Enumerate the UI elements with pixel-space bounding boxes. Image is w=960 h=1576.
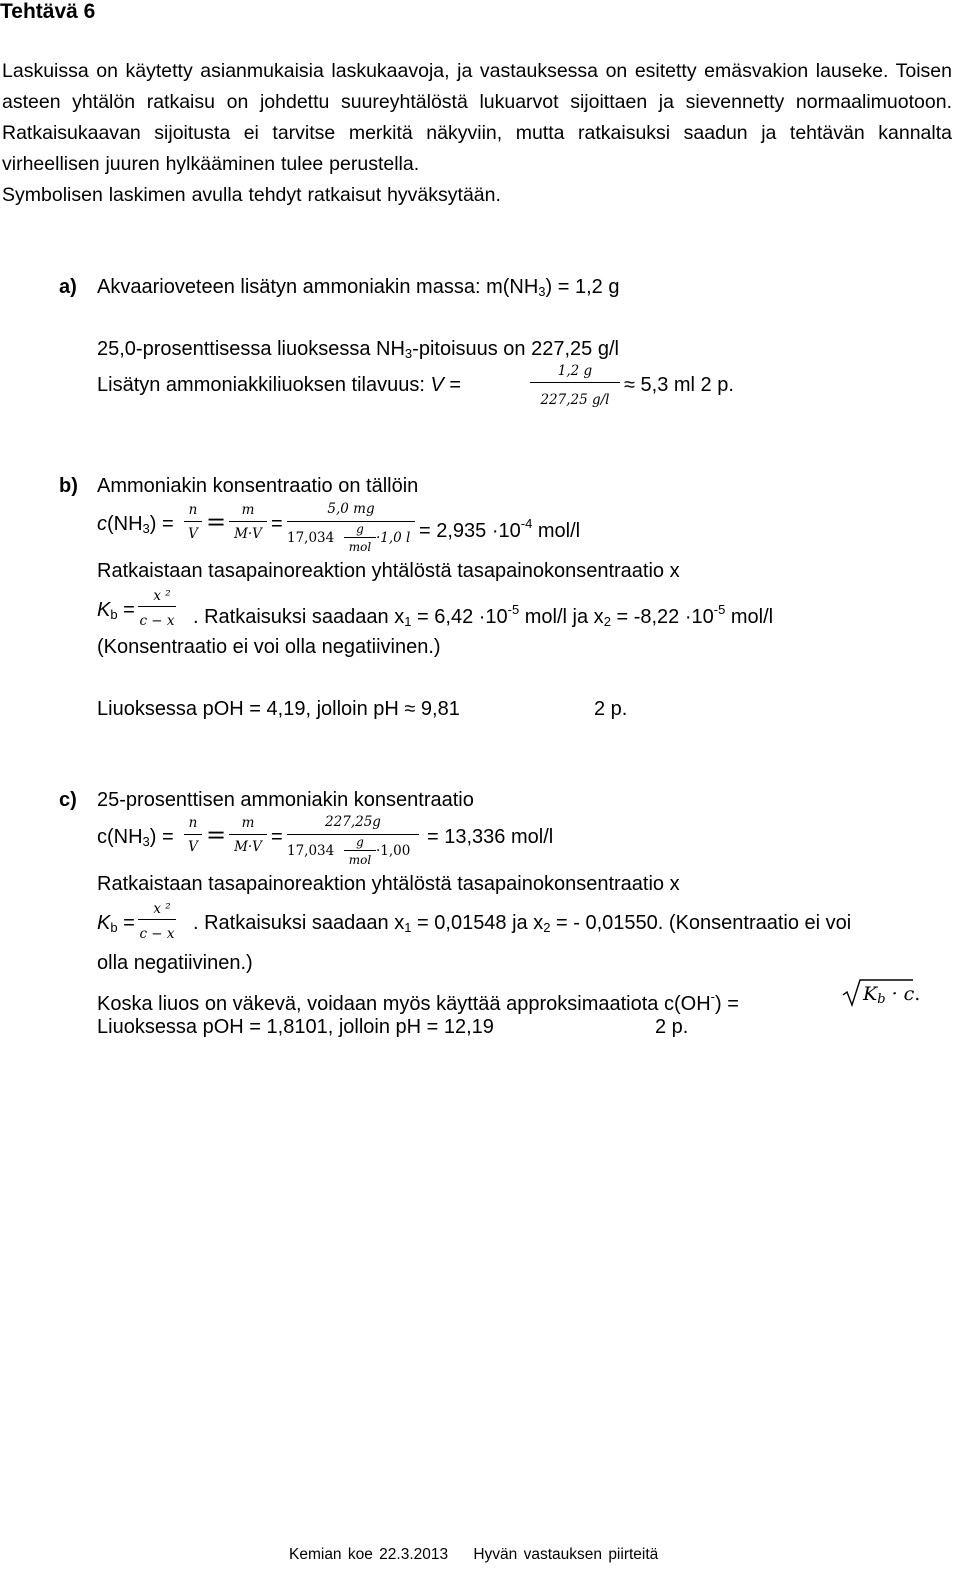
section-c-line-1: 25-prosenttisen ammoniakin konsentraatio bbox=[97, 789, 474, 811]
text: (NH bbox=[107, 513, 143, 535]
equals-text: = bbox=[271, 513, 283, 535]
volume-variable: V bbox=[430, 374, 444, 396]
text: . bbox=[914, 983, 921, 1005]
section-b-line-3: Ratkaistaan tasapainoreaktion yhtälöstä tasapainokonsentraatio x bbox=[97, 560, 680, 582]
kb-denominator: c − x bbox=[139, 926, 175, 942]
subscript: b bbox=[110, 607, 118, 622]
text: K bbox=[97, 912, 111, 934]
instructions bbox=[2, 56, 952, 211]
kb-numerator: x ² bbox=[153, 588, 171, 604]
kb-numerator: x ² bbox=[153, 901, 171, 917]
fraction-bar bbox=[344, 850, 376, 851]
text: = bbox=[117, 599, 135, 621]
concentration-lhs bbox=[97, 824, 174, 855]
fraction-bar bbox=[138, 606, 176, 607]
text: K bbox=[97, 599, 111, 621]
frac-MV: M·V bbox=[234, 526, 262, 542]
subscript: 3 bbox=[142, 834, 150, 849]
frac3-numerator: 5,0 mg bbox=[327, 501, 375, 517]
concentration-result bbox=[419, 511, 580, 544]
frac-n: n bbox=[188, 815, 198, 831]
section-b-line-5: (Konsentraatio ei voi olla negatiivinen.) bbox=[97, 636, 441, 658]
text: = bbox=[443, 374, 462, 396]
text: mol/l bbox=[532, 520, 581, 542]
section-a-line-2 bbox=[97, 336, 619, 367]
concentration-result: = 13,336 mol/l bbox=[427, 826, 554, 848]
instructions-paragraph-2: Symbolisen laskimen avulla tehdyt ratkaisut hyväksytään. bbox=[2, 184, 501, 206]
section-b-line-1: Ammoniakin konsentraatio on tällöin bbox=[97, 475, 419, 497]
kb-solutions bbox=[193, 910, 851, 941]
section-a-line-1 bbox=[97, 274, 619, 305]
text: Koska liuos on väkevä, voidaan myös käyttää approksimaatiota c(OH bbox=[97, 993, 711, 1015]
frac-m: m bbox=[241, 502, 255, 518]
text: Lisätyn ammoniakkiliuoksen tilavuus: bbox=[97, 374, 431, 396]
section-a-label: a) bbox=[59, 276, 77, 298]
fraction-bar bbox=[530, 382, 620, 383]
section-c-line-3: Ratkaistaan tasapainoreaktion yhtälöstä tasapainokonsentraatio x bbox=[97, 873, 680, 895]
section-c-label: c) bbox=[59, 789, 77, 811]
fraction-bar bbox=[344, 537, 376, 538]
section-c-line-5: olla negatiivinen.) bbox=[97, 952, 253, 974]
text: c bbox=[97, 513, 107, 535]
page-footer bbox=[289, 1546, 658, 1564]
subscript: 1 bbox=[404, 614, 412, 629]
subscript: 1 bbox=[404, 920, 412, 935]
text: c(NH bbox=[97, 826, 143, 848]
text: = - 0,01550. (Konsentraatio ei voi bbox=[550, 912, 852, 934]
text: Akvaarioveteen lisätyn ammoniakin massa: m(NH bbox=[97, 276, 539, 298]
frac3-denominator-right: ·1,00 bbox=[376, 843, 411, 859]
frac-n: n bbox=[188, 502, 198, 518]
text: 25,0-prosenttisessa liuoksessa NH bbox=[97, 338, 405, 360]
text: = -8,22 ·10 bbox=[610, 606, 714, 628]
volume-fraction-numerator: 1,2 g bbox=[557, 363, 593, 379]
text: = bbox=[117, 912, 135, 934]
fraction-bar bbox=[138, 919, 176, 920]
volume-fraction-denominator: 227,25 g/l bbox=[540, 392, 610, 408]
footer-exam: Kemian koe 22.3.2013 bbox=[289, 1546, 449, 1563]
concentration-lhs bbox=[97, 511, 174, 542]
kb-denominator: c − x bbox=[139, 613, 175, 629]
text: = 6,42 ·10 bbox=[411, 606, 508, 628]
text: mol/l ja x bbox=[519, 606, 604, 628]
page-title: Tehtävä 6 bbox=[0, 0, 96, 23]
subscript: 3 bbox=[538, 284, 546, 299]
superscript: - bbox=[710, 989, 715, 1004]
fraction-bar bbox=[229, 834, 267, 835]
subscript: b bbox=[110, 920, 118, 935]
footer-note: Hyvän vastauksen piirteitä bbox=[473, 1546, 659, 1563]
frac3-numerator: 227,25g bbox=[325, 814, 381, 830]
text: · c bbox=[885, 983, 915, 1005]
section-c-points: 2 p. bbox=[655, 1016, 689, 1038]
text: mol/l bbox=[725, 606, 774, 628]
exponent: -4 bbox=[520, 516, 533, 531]
section-b-label: b) bbox=[59, 475, 78, 497]
frac3-denominator-right: ·1,0 l bbox=[376, 530, 411, 546]
frac-MV: M·V bbox=[234, 839, 262, 855]
text: . Ratkaisuksi saadaan x bbox=[193, 912, 405, 934]
frac-V: V bbox=[188, 526, 198, 542]
kb-lhs bbox=[97, 597, 135, 628]
equals-sign: = bbox=[206, 508, 227, 536]
unit-g: g bbox=[356, 835, 364, 849]
unit-g: g bbox=[356, 522, 364, 536]
kb-solutions bbox=[193, 597, 773, 635]
subscript: b bbox=[877, 992, 886, 1007]
subscript: 3 bbox=[404, 346, 413, 361]
fraction-bar bbox=[184, 834, 202, 835]
subscript: 2 bbox=[543, 920, 551, 935]
text: ) = bbox=[149, 826, 174, 848]
frac-m: m bbox=[241, 815, 255, 831]
frac-V: V bbox=[188, 839, 198, 855]
sqrt-content bbox=[863, 983, 920, 1011]
section-a-line-3 bbox=[97, 372, 461, 398]
text: ) = bbox=[714, 993, 739, 1015]
section-c-ph-line: Liuoksessa pOH = 1,8101, jolloin pH = 12,19 bbox=[97, 1016, 494, 1038]
text: ) = 1,2 g bbox=[545, 276, 620, 298]
frac3-denominator-left: 17,034 bbox=[287, 843, 335, 859]
exponent: -5 bbox=[507, 602, 520, 617]
subscript: 3 bbox=[142, 521, 150, 536]
fraction-bar bbox=[229, 521, 267, 522]
unit-mol: mol bbox=[348, 853, 372, 867]
text: = 2,935 ·10 bbox=[419, 520, 521, 542]
equals-sign: = bbox=[206, 821, 227, 849]
section-b-points: 2 p. bbox=[594, 698, 628, 720]
text: -pitoisuus on 227,25 g/l bbox=[412, 338, 619, 360]
unit-mol: mol bbox=[348, 540, 372, 554]
subscript: 2 bbox=[603, 614, 611, 629]
section-b-ph-line: Liuoksessa pOH = 4,19, jolloin pH ≈ 9,81 bbox=[97, 698, 460, 720]
text: K bbox=[863, 983, 878, 1005]
text: . Ratkaisuksi saadaan x bbox=[193, 606, 405, 628]
approximation-line bbox=[97, 984, 739, 1017]
frac3-denominator-left: 17,034 bbox=[287, 530, 335, 546]
exponent: -5 bbox=[713, 602, 726, 617]
text: ) = bbox=[149, 513, 174, 535]
volume-result: ≈ 5,3 ml 2 p. bbox=[624, 374, 734, 396]
text: = 0,01548 ja x bbox=[411, 912, 544, 934]
equals-text: = bbox=[271, 826, 283, 848]
fraction-bar bbox=[184, 521, 202, 522]
kb-lhs bbox=[97, 910, 135, 941]
instructions-paragraph-1: Laskuissa on käytetty asianmukaisia laskukaavoja, ja vastauksessa on esitetty emäsvakion lauseke. Toisen asteen yhtälön ratkaisu on johdettu suureyhtälöstä lukuarvot sijoittaen ja sievennetty normaalimuotoon. Ratkaisukaavan sijoitusta ei tarvitse merkitä näkyviin, mutta ratkaisuksi saadun ja tehtävän kannalta virheellisen juuren hylkääminen tulee perustella. bbox=[2, 60, 952, 175]
